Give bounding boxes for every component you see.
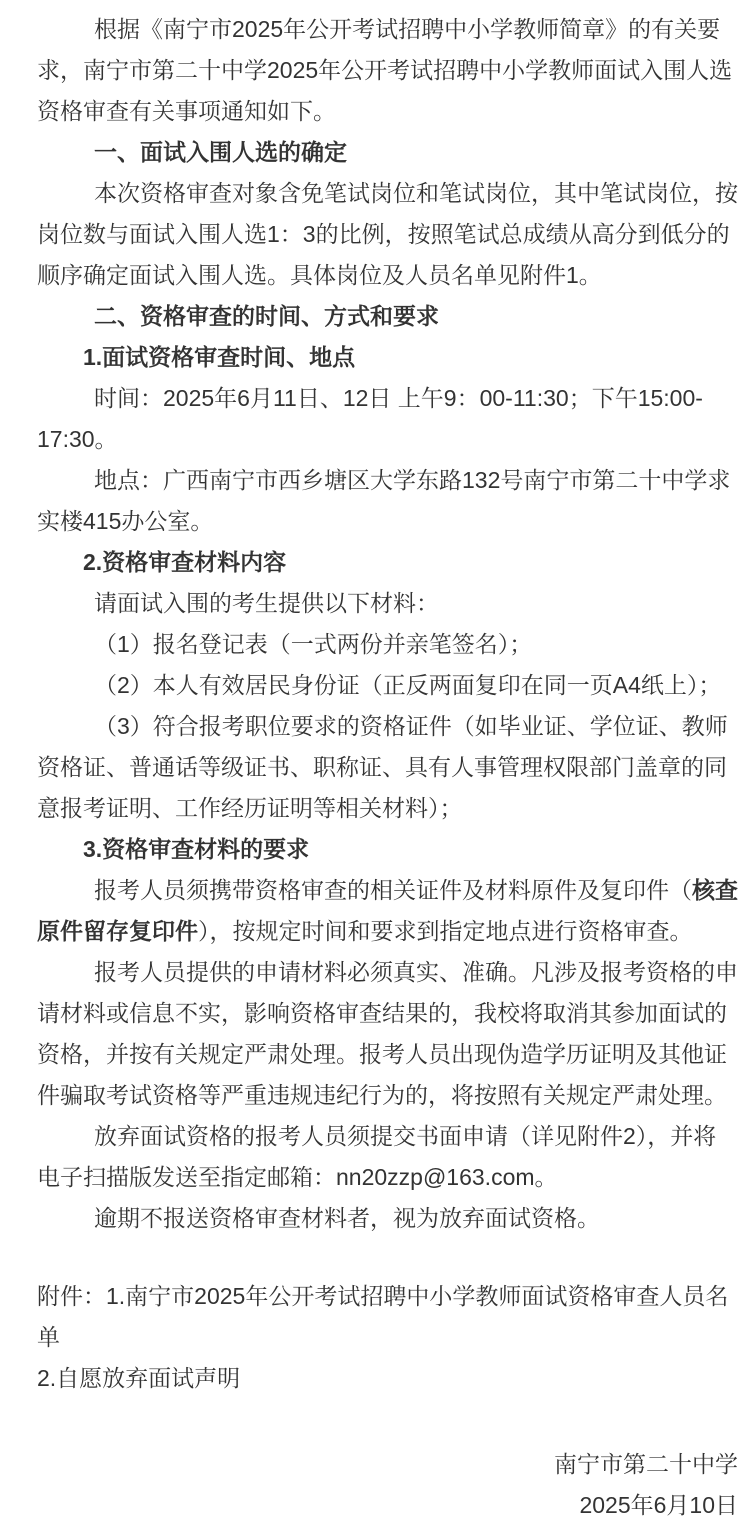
- intro-paragraph: 根据《南宁市2025年公开考试招聘中小学教师简章》的有关要求，南宁市第二十中学2025年公开考试招聘中小学教师面试入围人选资格审查有关事项通知如下。: [37, 16, 733, 124]
- section-1-heading: 一、面试入围人选的确定: [94, 139, 347, 165]
- material-item-2: （2）本人有效居民身份证（正反两面复印在同一页A4纸上）；: [94, 672, 722, 698]
- carry-text-suffix: ），按规定时间和要求到指定地点进行资格审查。: [198, 918, 693, 944]
- integrity-paragraph: 报考人员提供的申请材料必须真实、准确。凡涉及报考资格的申请材料或信息不实，影响资格审查结果的，我校将取消其参加面试的资格，并按有关规定严肃处理。报考人员出现伪造学历证明及其他证件骗取考试资格等严重违规违纪行为的，将按照有关规定严肃处理。: [37, 959, 738, 1108]
- attachments-block: [37, 1276, 738, 1399]
- signature-org: 南宁市第二十中学: [554, 1451, 738, 1477]
- waiver-paragraph: 放弃面试资格的报考人员须提交书面申请（详见附件2），并将电子扫描版发送至指定邮箱：nn20zzp@163.com。: [37, 1123, 717, 1190]
- materials-intro-paragraph: 请面试入围的考生提供以下材料：: [94, 590, 439, 616]
- sub-2-heading: 2.资格审查材料内容: [83, 549, 287, 575]
- attachment-item-1: 附件：1.南宁市2025年公开考试招聘中小学教师面试资格审查人员名单: [37, 1283, 729, 1350]
- place-paragraph: 地点：广西南宁市西乡塘区大学东路132号南宁市第二十中学求实楼415办公室。: [37, 467, 731, 534]
- sub-3-heading: 3.资格审查材料的要求: [83, 836, 310, 862]
- signature-date: 2025年6月10日: [579, 1492, 738, 1518]
- material-item-1: （1）报名登记表（一式两份并亲笔签名）；: [94, 631, 533, 657]
- section-2-heading: 二、资格审查的时间、方式和要求: [94, 303, 439, 329]
- deadline-paragraph: 逾期不报送资格审查材料者，视为放弃面试资格。: [94, 1205, 600, 1231]
- carry-text-bold: 核查原件留存复印件: [37, 877, 738, 944]
- time-paragraph: 时间：2025年6月11日、12日 上午9：00-11:30；下午15:00-17:30。: [37, 385, 703, 452]
- carry-requirement-paragraph: [37, 870, 738, 952]
- material-item-3: （3）符合报考职位要求的资格证件（如毕业证、学位证、教师资格证、普通话等级证书、职称证、具有人事管理权限部门盖章的同意报考证明、工作经历证明等相关材料）；: [37, 713, 728, 821]
- carry-text-prefix: 报考人员须携带资格审查的相关证件及材料原件及复印件（: [94, 877, 692, 903]
- signature-block: [37, 1444, 738, 1526]
- attachment-item-2: 2.自愿放弃面试声明: [37, 1365, 241, 1391]
- section-1-paragraph: 本次资格审查对象含免笔试岗位和笔试岗位，其中笔试岗位，按岗位数与面试入围人选1：3的比例，按照笔试总成绩从高分到低分的顺序确定面试入围人选。具体岗位及人员名单见附件1。: [37, 180, 738, 288]
- sub-1-heading: 1.面试资格审查时间、地点: [83, 344, 356, 370]
